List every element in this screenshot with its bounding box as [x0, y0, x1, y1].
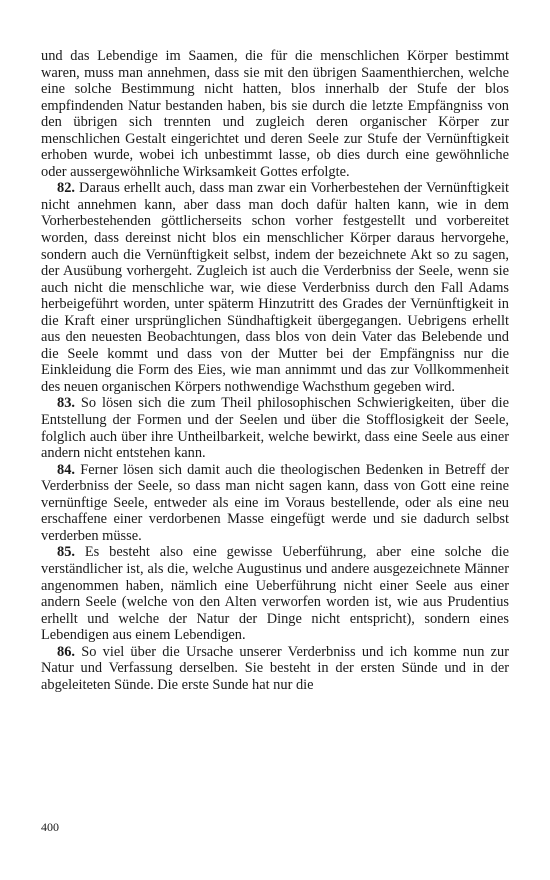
paragraph-number: 85. — [57, 544, 75, 561]
paragraph-82 — [41, 180, 509, 395]
paragraph-86 — [41, 644, 509, 694]
paragraph-text: So viel über die Ursache unserer Verderbniss und ich komme nun zur Natur und Verfassung derselben. Sie besteht in der ersten Sünde und in der abgeleiteten Sünde. Die erste Sunde hat nur die — [41, 643, 509, 693]
paragraph-text: Es besteht also eine gewisse Ueberführung, aber eine solche die verständlicher ist, als die, welche Augustinus und andere ausgezeichnete Männer angenommen haben, nämlich eine Ueberführung nicht einer Seele aus einer andern Seele (welche von den Alten verworfen worden ist, wie aus Prudentius erhellt und welche der Natur der Dinge nicht entspricht), sondern eines Lebendigen aus einem Lebendigen. — [41, 544, 509, 644]
paragraph-text: und das Lebendige im Saamen, die für die menschlichen Körper bestimmt waren, muss man annehmen, dass sie mit den übrigen Saamenthierchen, welche eine solche Bestimmung nicht hatten, blos innerhalb der Stufe der blos empfindenden Natur bestanden haben, bis sie durch die letzte Empfängniss von den übrigen sich trennten und zugleich deren organischer Körper zur menschlichen Gestalt eingerichtet und deren Seele zur Stufe der Vernünftigkeit erhoben wurde, wobei ich unbestimmt lasse, ob dies durch eine gewöhnliche oder aussergewöhnliche Wirksamkeit Gottes erfolgte. — [41, 48, 509, 180]
paragraph-number: 86. — [57, 643, 75, 660]
page-text — [41, 48, 509, 693]
paragraph-text: Ferner lösen sich damit auch die theologischen Bedenken in Betreff der Verderbniss der Seele, so dass man nicht sagen kann, dass von Gott eine reine vernünftige Seele, entweder als eine im Voraus bestellende, oder als eine neu erschaffene einer verdorbenen Masse eingefügt werde und sie dadurch selbst verderben müsse. — [41, 461, 509, 544]
paragraph-number: 84. — [57, 461, 75, 478]
paragraph-continuation — [41, 48, 509, 180]
paragraph-number: 82. — [57, 180, 75, 197]
paragraph-85 — [41, 544, 509, 643]
paragraph-text: So lösen sich die zum Theil philosophischen Schwierigkeiten, über die Entstellung der Formen und der Seelen und über die Stofflosigkeit der Seele, folglich auch über ihre Untheilbarkeit, welche bewirkt, dass eine Seele aus einer andern nicht entstehen kann. — [41, 395, 509, 462]
paragraph-number: 83. — [57, 395, 75, 412]
page-number: 400 — [41, 820, 59, 834]
paragraph-83 — [41, 395, 509, 461]
paragraph-84 — [41, 462, 509, 545]
paragraph-text: Daraus erhellt auch, dass man zwar ein Vorherbestehen der Vernünftigkeit nicht annehmen kann, aber dass man doch dafür halten kann, wie in dem Vorherbestehenden göttlicherseits schon vorher festgestellt und vorbereitet worden, dass dereinst nicht blos ein menschlicher Körper daraus hervorgehe, sondern auch die Vernünftigkeit selbst, indem der bezeichnete Akt so zu sagen, der Ausübung vorhergeht. Zugleich ist auch die Verderbniss der Seele, wenn sie auch nicht die menschliche war, wie diese Verderbniss durch den Fall Adams herbeigeführt worden, unter späterm Hinzutritt des Grades der Vernünftigkeit in die Kraft einer ursprünglichen Sündhaftigkeit übergegangen. Uebrigens erhellt aus den neuesten Beobachtungen, dass blos von dein Vater das Belebende und die Seele kommt und dass von der Mutter bei der Empfängniss nur die Einkleidung die Form des Eies, wie man annimmt und das zur Vollkommenheit des neuen organischen Körpers nothwendige Wachsthum gegeben wird. — [41, 180, 509, 395]
